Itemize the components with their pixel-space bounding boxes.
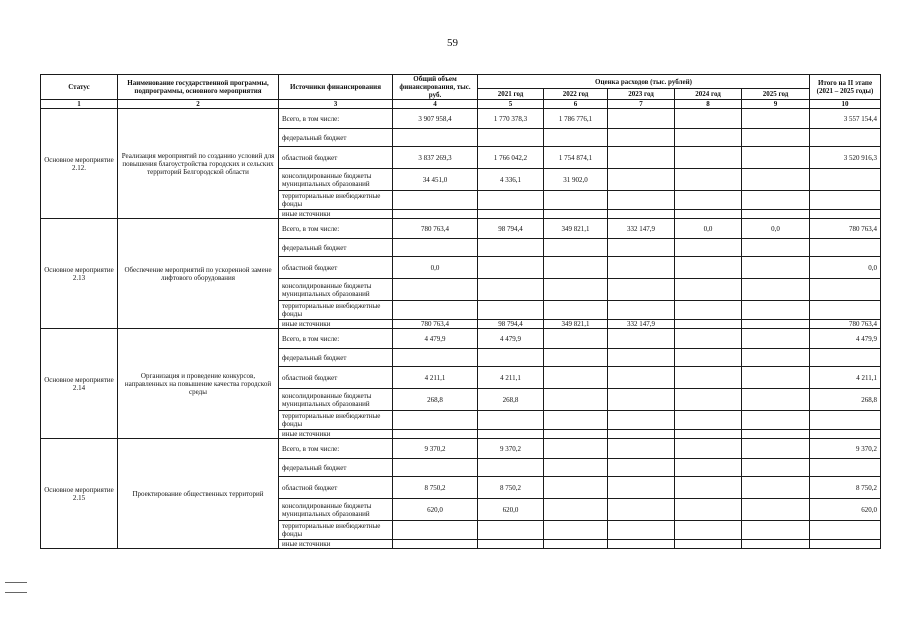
year-value-cell	[544, 191, 608, 210]
status-cell: Основное мероприятие 2.14	[41, 329, 118, 439]
year-value-cell: 620,0	[478, 499, 544, 521]
total-volume-cell: 4 479,9	[393, 329, 478, 349]
year-value-cell	[544, 279, 608, 301]
total-volume-cell: 4 211,1	[393, 367, 478, 389]
stage-total-cell: 4 211,1	[810, 367, 881, 389]
year-value-cell	[742, 147, 810, 169]
header-year: 2025 год	[742, 89, 810, 100]
year-value-cell	[608, 411, 675, 430]
total-volume-cell	[393, 279, 478, 301]
column-number: 1	[41, 100, 118, 109]
year-value-cell	[675, 477, 742, 499]
year-value-cell	[675, 439, 742, 459]
year-value-cell: 1 786 776,1	[544, 109, 608, 129]
total-volume-cell: 780 763,4	[393, 219, 478, 239]
column-number: 7	[608, 100, 675, 109]
financing-table	[40, 74, 881, 549]
year-value-cell	[742, 540, 810, 549]
total-volume-cell: 3 907 958,4	[393, 109, 478, 129]
source-cell: областной бюджет	[279, 257, 393, 279]
total-volume-cell: 268,8	[393, 389, 478, 411]
table-row	[41, 439, 881, 459]
year-value-cell: 8 750,2	[478, 477, 544, 499]
year-value-cell	[544, 477, 608, 499]
year-value-cell	[478, 129, 544, 147]
year-value-cell	[608, 129, 675, 147]
year-value-cell: 98 794,4	[478, 320, 544, 329]
stage-total-cell	[810, 239, 881, 257]
table-row	[41, 109, 881, 129]
year-value-cell	[544, 439, 608, 459]
column-number: 5	[478, 100, 544, 109]
year-value-cell	[544, 239, 608, 257]
year-value-cell	[478, 349, 544, 367]
source-cell: территориальные внебюджетные фонды	[279, 191, 393, 210]
stage-total-cell	[810, 540, 881, 549]
stage-total-cell	[810, 430, 881, 439]
column-number: 3	[279, 100, 393, 109]
total-volume-cell	[393, 430, 478, 439]
year-value-cell: 9 370,2	[478, 439, 544, 459]
year-value-cell	[608, 367, 675, 389]
source-cell: областной бюджет	[279, 147, 393, 169]
total-volume-cell	[393, 239, 478, 257]
total-volume-cell: 9 370,2	[393, 439, 478, 459]
year-value-cell	[544, 430, 608, 439]
year-value-cell	[675, 239, 742, 257]
year-value-cell	[742, 459, 810, 477]
stage-total-cell	[810, 301, 881, 320]
year-value-cell	[608, 540, 675, 549]
stage-total-cell: 620,0	[810, 499, 881, 521]
year-value-cell	[608, 109, 675, 129]
program-name-cell: Организация и проведение конкурсов, направленных на повышение качества городской среды	[118, 329, 279, 439]
program-name-cell: Обеспечение мероприятий по ускоренной замене лифтового оборудования	[118, 219, 279, 329]
year-value-cell	[675, 459, 742, 477]
program-name-cell: Реализация мероприятий по созданию условий для повышения благоустройства городских и сельских территорий Белгородской области	[118, 109, 279, 219]
stage-total-cell: 3 520 916,3	[810, 147, 881, 169]
total-volume-cell	[393, 459, 478, 477]
year-value-cell: 1 770 378,3	[478, 109, 544, 129]
table-row	[41, 329, 881, 349]
year-value-cell	[608, 389, 675, 411]
year-value-cell	[675, 430, 742, 439]
total-volume-cell: 0,0	[393, 257, 478, 279]
source-cell: Всего, в том числе:	[279, 219, 393, 239]
year-value-cell: 349 821,1	[544, 320, 608, 329]
year-value-cell	[675, 301, 742, 320]
year-value-cell: 1 766 042,2	[478, 147, 544, 169]
year-value-cell	[544, 367, 608, 389]
source-cell: территориальные внебюджетные фонды	[279, 301, 393, 320]
year-value-cell	[675, 257, 742, 279]
total-volume-cell: 3 837 269,3	[393, 147, 478, 169]
total-volume-cell	[393, 540, 478, 549]
year-value-cell	[478, 191, 544, 210]
stage-total-cell: 0,0	[810, 257, 881, 279]
year-value-cell	[675, 411, 742, 430]
source-cell: областной бюджет	[279, 367, 393, 389]
stage-total-cell	[810, 521, 881, 540]
stage-total-cell: 4 479,9	[810, 329, 881, 349]
source-cell: Всего, в том числе:	[279, 109, 393, 129]
year-value-cell	[608, 430, 675, 439]
header-total-volume: Общий объем финансирования, тыс. руб.	[393, 75, 478, 100]
year-value-cell	[544, 257, 608, 279]
status-cell: Основное мероприятие 2.12.	[41, 109, 118, 219]
year-value-cell	[608, 521, 675, 540]
year-value-cell	[675, 540, 742, 549]
year-value-cell	[675, 147, 742, 169]
stage-total-cell: 8 750,2	[810, 477, 881, 499]
total-volume-cell: 8 750,2	[393, 477, 478, 499]
year-value-cell	[742, 129, 810, 147]
page-number: 59	[447, 37, 458, 49]
year-value-cell	[675, 329, 742, 349]
column-number: 4	[393, 100, 478, 109]
year-value-cell	[544, 521, 608, 540]
year-value-cell: 1 754 874,1	[544, 147, 608, 169]
stage-total-cell	[810, 459, 881, 477]
year-value-cell	[675, 367, 742, 389]
program-name-cell: Проектирование общественных территорий	[118, 439, 279, 549]
year-value-cell	[544, 329, 608, 349]
source-cell: федеральный бюджет	[279, 129, 393, 147]
year-value-cell	[742, 439, 810, 459]
year-value-cell: 268,8	[478, 389, 544, 411]
header-estimate: Оценка расходов (тыс. рублей)	[478, 75, 810, 89]
year-value-cell	[742, 320, 810, 329]
total-volume-cell: 34 451,0	[393, 169, 478, 191]
year-value-cell	[675, 279, 742, 301]
year-value-cell: 332 147,9	[608, 320, 675, 329]
year-value-cell	[608, 239, 675, 257]
year-value-cell	[742, 239, 810, 257]
year-value-cell	[544, 499, 608, 521]
year-value-cell	[608, 499, 675, 521]
total-volume-cell: 620,0	[393, 499, 478, 521]
year-value-cell	[742, 109, 810, 129]
header-status: Статус	[41, 75, 118, 100]
source-cell: федеральный бюджет	[279, 459, 393, 477]
source-cell: федеральный бюджет	[279, 239, 393, 257]
source-cell: консолидированные бюджеты муниципальных образований	[279, 169, 393, 191]
year-value-cell	[742, 279, 810, 301]
header-year: 2022 год	[544, 89, 608, 100]
header-program-name: Наименование государственной программы, подпрограммы, основного мероприятия	[118, 75, 279, 100]
source-cell: федеральный бюджет	[279, 349, 393, 367]
year-value-cell	[675, 349, 742, 367]
year-value-cell	[675, 169, 742, 191]
year-value-cell	[608, 147, 675, 169]
header-year: 2024 год	[675, 89, 742, 100]
year-value-cell	[544, 349, 608, 367]
year-value-cell	[544, 210, 608, 219]
header-year: 2023 год	[608, 89, 675, 100]
year-value-cell	[742, 191, 810, 210]
year-value-cell	[675, 210, 742, 219]
year-value-cell	[608, 169, 675, 191]
source-cell: консолидированные бюджеты муниципальных образований	[279, 389, 393, 411]
year-value-cell	[478, 210, 544, 219]
year-value-cell	[608, 329, 675, 349]
year-value-cell	[608, 257, 675, 279]
stage-total-cell: 3 557 154,4	[810, 109, 881, 129]
stage-total-cell	[810, 411, 881, 430]
column-number: 6	[544, 100, 608, 109]
year-value-cell	[608, 301, 675, 320]
source-cell: Всего, в том числе:	[279, 439, 393, 459]
year-value-cell: 0,0	[675, 219, 742, 239]
year-value-cell: 0,0	[742, 219, 810, 239]
year-value-cell	[478, 279, 544, 301]
year-value-cell: 349 821,1	[544, 219, 608, 239]
year-value-cell: 98 794,4	[478, 219, 544, 239]
year-value-cell	[742, 430, 810, 439]
year-value-cell	[478, 430, 544, 439]
column-number: 2	[118, 100, 279, 109]
year-value-cell	[478, 301, 544, 320]
year-value-cell	[675, 499, 742, 521]
year-value-cell	[544, 540, 608, 549]
column-number: 10	[810, 100, 881, 109]
year-value-cell	[742, 301, 810, 320]
stage-total-cell: 9 370,2	[810, 439, 881, 459]
year-value-cell	[675, 191, 742, 210]
year-value-cell	[478, 239, 544, 257]
source-cell: иные источники	[279, 320, 393, 329]
header-stage-total: Итого на II этапе (2021 – 2025 годы)	[810, 75, 881, 100]
header-sources: Источники финансирования	[279, 75, 393, 100]
year-value-cell	[608, 191, 675, 210]
year-value-cell	[742, 389, 810, 411]
year-value-cell: 31 902,0	[544, 169, 608, 191]
year-value-cell	[742, 210, 810, 219]
total-volume-cell	[393, 191, 478, 210]
year-value-cell	[608, 459, 675, 477]
source-cell: областной бюджет	[279, 477, 393, 499]
total-volume-cell	[393, 521, 478, 540]
year-value-cell	[478, 411, 544, 430]
column-number: 9	[742, 100, 810, 109]
year-value-cell	[675, 129, 742, 147]
year-value-cell	[478, 540, 544, 549]
year-value-cell	[675, 320, 742, 329]
year-value-cell	[544, 129, 608, 147]
year-value-cell: 4 336,1	[478, 169, 544, 191]
source-cell: территориальные внебюджетные фонды	[279, 411, 393, 430]
year-value-cell	[608, 477, 675, 499]
year-value-cell	[742, 169, 810, 191]
status-cell: Основное мероприятие 2.13	[41, 219, 118, 329]
year-value-cell: 4 211,1	[478, 367, 544, 389]
stage-total-cell	[810, 191, 881, 210]
source-cell: иные источники	[279, 540, 393, 549]
total-volume-cell	[393, 349, 478, 367]
year-value-cell	[544, 411, 608, 430]
table-body	[41, 109, 881, 549]
year-value-cell	[478, 257, 544, 279]
total-volume-cell: 780 763,4	[393, 320, 478, 329]
year-value-cell	[544, 389, 608, 411]
stage-total-cell	[810, 210, 881, 219]
source-cell: консолидированные бюджеты муниципальных образований	[279, 279, 393, 301]
year-value-cell	[742, 367, 810, 389]
year-value-cell: 4 479,9	[478, 329, 544, 349]
stage-total-cell	[810, 169, 881, 191]
year-value-cell	[544, 459, 608, 477]
year-value-cell	[478, 521, 544, 540]
source-cell: территориальные внебюджетные фонды	[279, 521, 393, 540]
stage-total-cell: 780 763,4	[810, 320, 881, 329]
stage-total-cell	[810, 129, 881, 147]
fold-mark	[5, 592, 27, 593]
year-value-cell	[742, 349, 810, 367]
fold-mark	[5, 582, 27, 583]
year-value-cell	[742, 477, 810, 499]
total-volume-cell	[393, 301, 478, 320]
year-value-cell	[742, 411, 810, 430]
year-value-cell: 332 147,9	[608, 219, 675, 239]
total-volume-cell	[393, 210, 478, 219]
year-value-cell	[675, 109, 742, 129]
source-cell: иные источники	[279, 430, 393, 439]
year-value-cell	[608, 349, 675, 367]
source-cell: иные источники	[279, 210, 393, 219]
year-value-cell	[478, 459, 544, 477]
year-value-cell	[608, 210, 675, 219]
column-number: 8	[675, 100, 742, 109]
year-value-cell	[742, 329, 810, 349]
status-cell: Основное мероприятие 2.15	[41, 439, 118, 549]
total-volume-cell	[393, 129, 478, 147]
table-row	[41, 219, 881, 239]
year-value-cell	[675, 521, 742, 540]
stage-total-cell	[810, 279, 881, 301]
year-value-cell	[608, 279, 675, 301]
year-value-cell	[608, 439, 675, 459]
source-cell: консолидированные бюджеты муниципальных образований	[279, 499, 393, 521]
year-value-cell	[544, 301, 608, 320]
header-year: 2021 год	[478, 89, 544, 100]
stage-total-cell: 268,8	[810, 389, 881, 411]
total-volume-cell	[393, 411, 478, 430]
year-value-cell	[742, 499, 810, 521]
year-value-cell	[742, 257, 810, 279]
year-value-cell	[742, 521, 810, 540]
source-cell: Всего, в том числе:	[279, 329, 393, 349]
stage-total-cell: 780 763,4	[810, 219, 881, 239]
stage-total-cell	[810, 349, 881, 367]
year-value-cell	[675, 389, 742, 411]
